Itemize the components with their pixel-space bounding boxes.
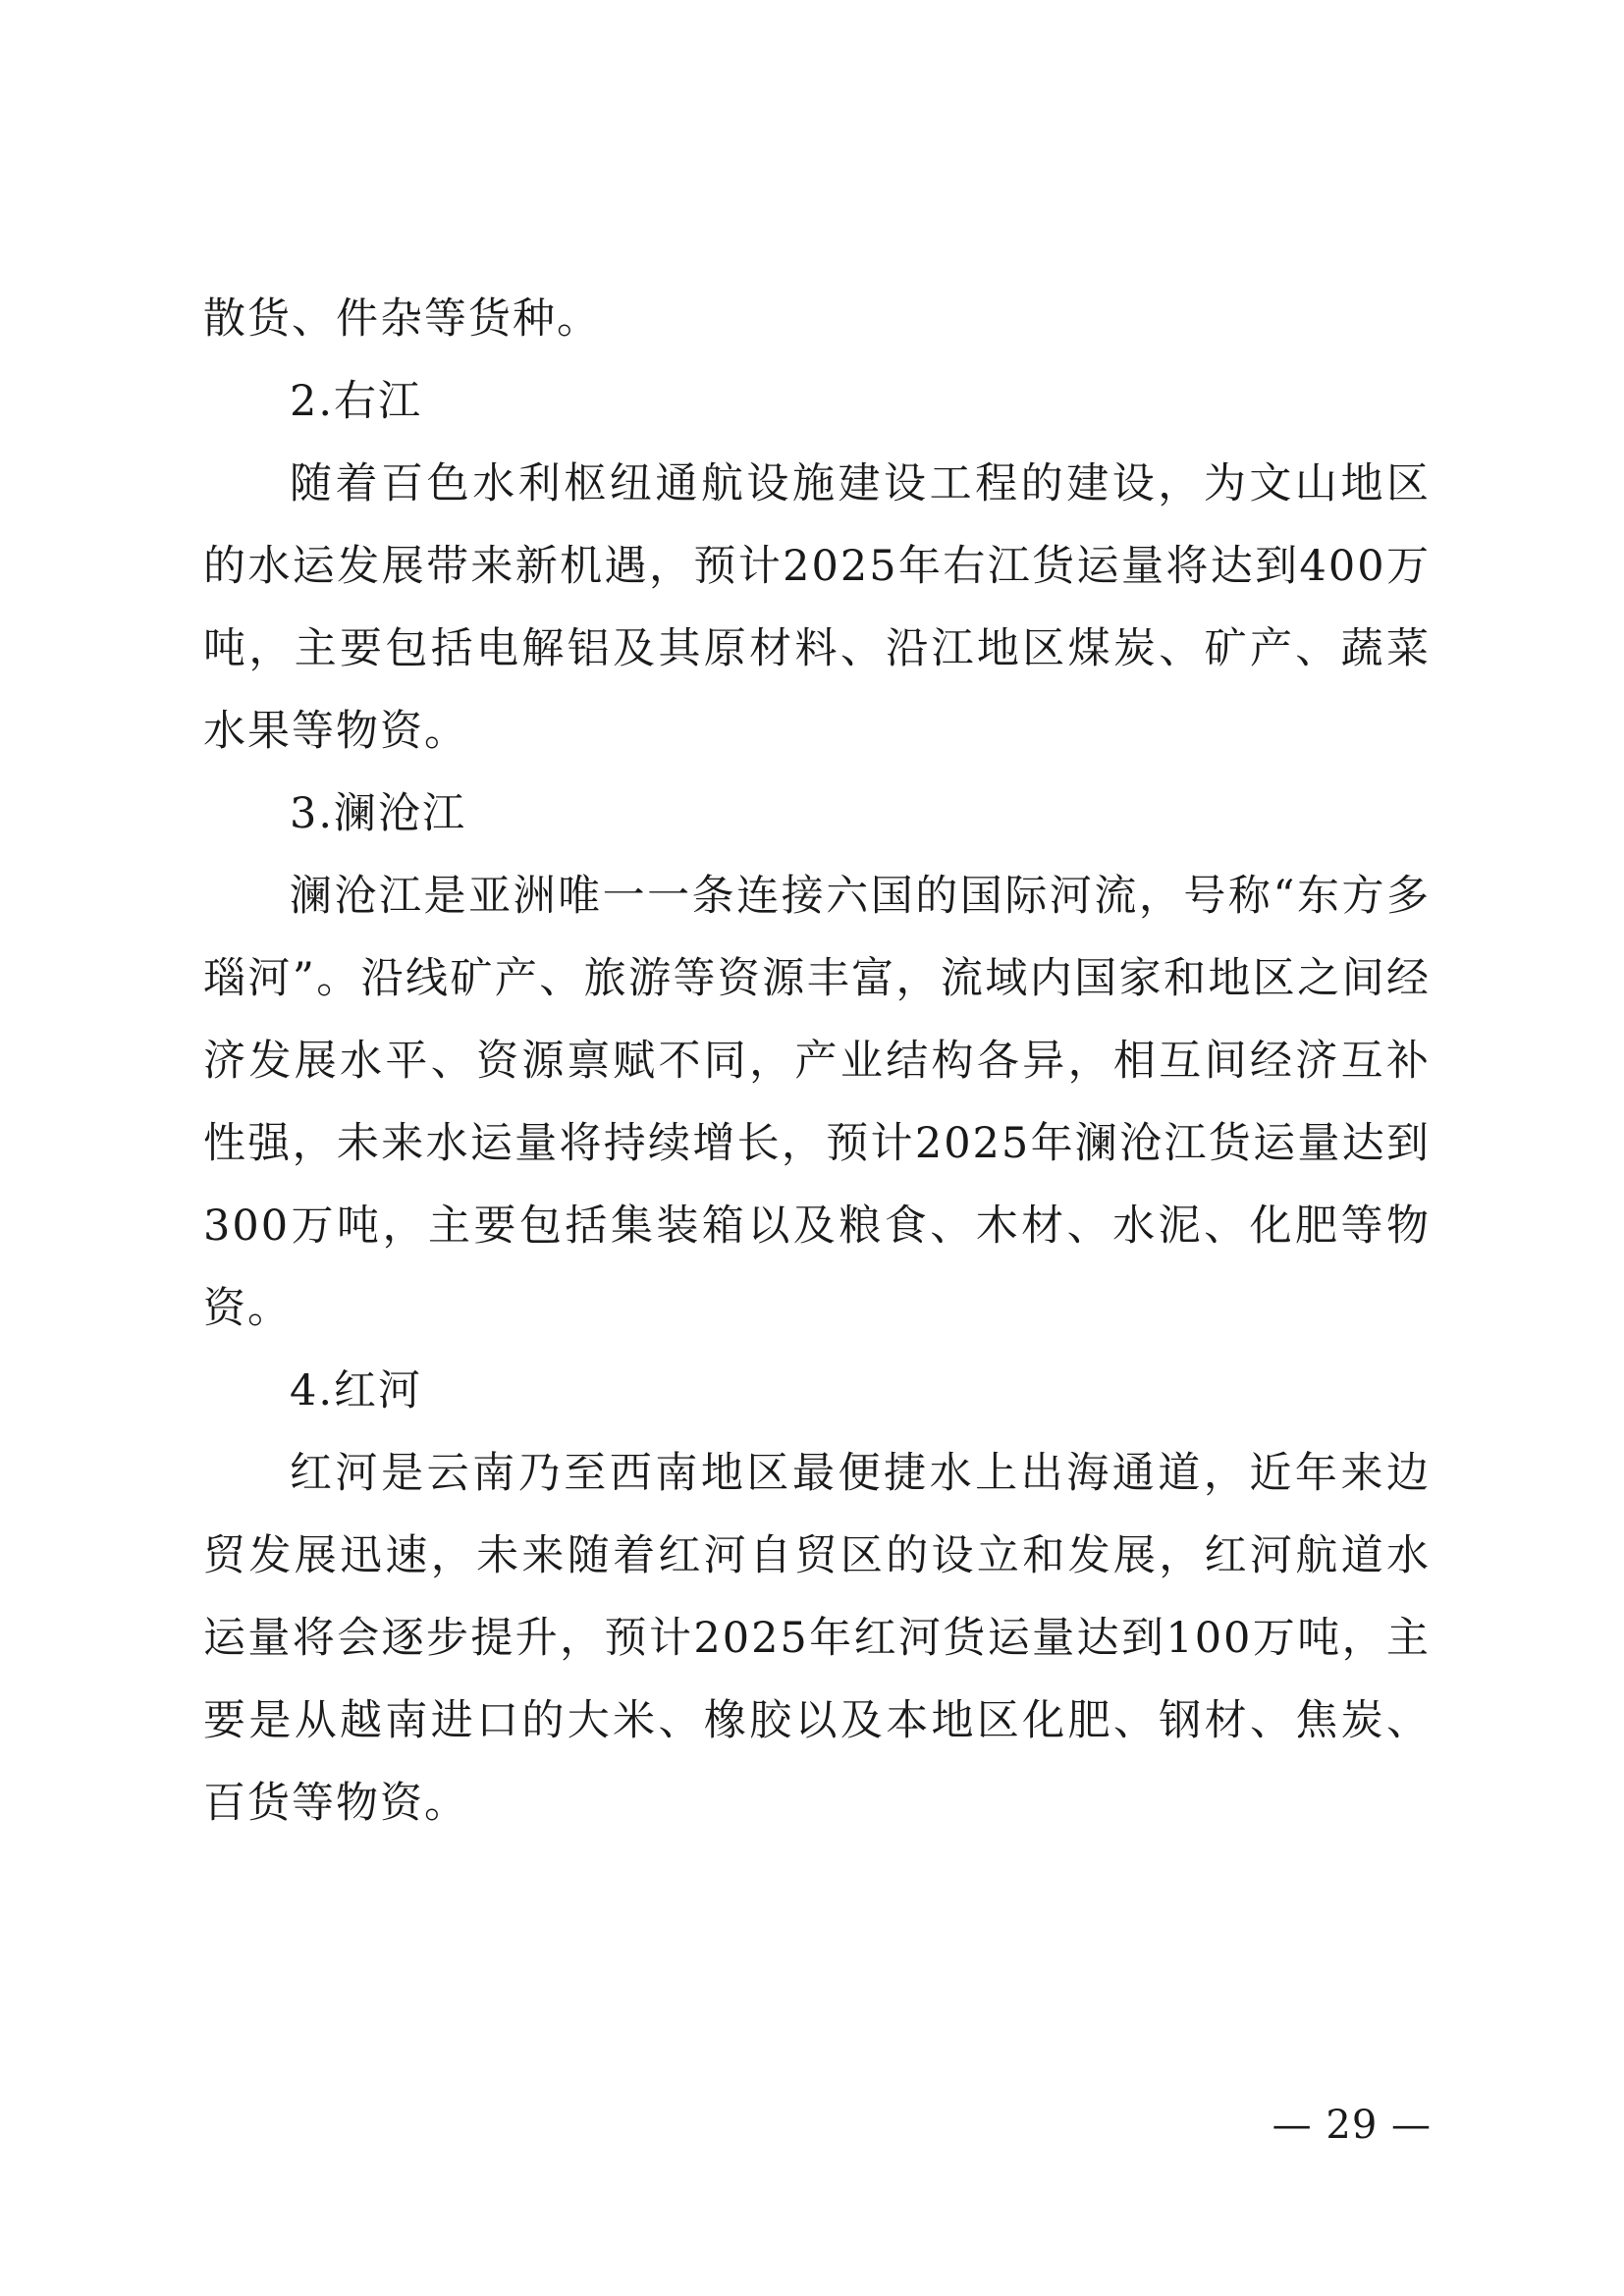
paragraph-honghe: 红河是云南乃至西南地区最便捷水上出海通道，近年来边贸发展迅速，未来随着红河自贸区的设立和发展，红河航道水运量将会逐步提升，预计2025年红河货运量达到100万吨，主要是从越南进口的大米、橡胶以及本地区化肥、钢材、焦炭、百货等物资。	[203, 1449, 1431, 1828]
page-number: — 29 —	[1272, 2103, 1432, 2148]
paragraph-youjiang: 随着百色水利枢纽通航设施建设工程的建设，为文山地区的水运发展带来新机遇，预计2025年右江货运量将达到400万吨，主要包括电解铝及其原材料、沿江地区煤炭、矿产、蔬菜水果等物资。	[203, 459, 1431, 756]
section-heading-honghe: 4.红河	[290, 1366, 423, 1415]
section-heading-lancangjiang: 3.澜沧江	[290, 789, 467, 838]
paragraph-lancangjiang: 澜沧江是亚洲唯一一条连接六国的国际河流，号称“东方多瑙河”。沿线矿产、旅游等资源丰富，流域内国家和地区之间经济发展水平、资源禀赋不同，产业结构各异，相互间经济互补性强，未来水运量将持续增长，预计2025年澜沧江货运量达到300万吨，主要包括集装箱以及粮食、木材、水泥、化肥等物资。	[203, 872, 1431, 1333]
section-heading-youjiang: 2.右江	[290, 377, 423, 426]
document-body	[203, 278, 1431, 1844]
paragraph-continuation: 散货、件杂等货种。	[203, 294, 601, 344]
